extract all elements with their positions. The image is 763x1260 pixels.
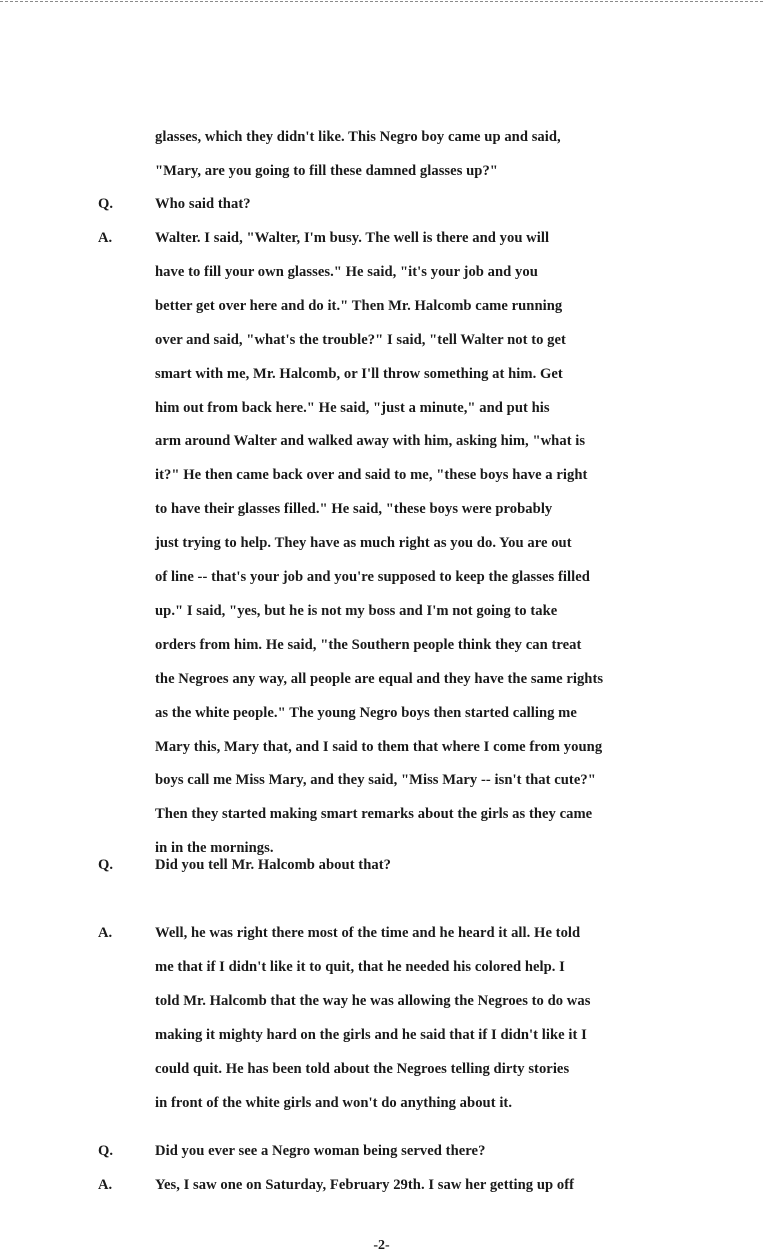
question-label: Q.: [98, 857, 113, 873]
text-line: Well, he was right there most of the time and he heard it all. He told: [155, 925, 581, 941]
text-line: have to fill your own glasses." He said, "it's your job and you: [155, 263, 538, 280]
text-line: could quit. He has been told about the Negroes telling dirty stories: [155, 1060, 570, 1077]
text-line: Did you tell Mr. Halcomb about that?: [155, 857, 391, 873]
text-line: it?" He then came back over and said to me, "these boys have a right: [155, 467, 588, 484]
text-line: Yes, I saw one on Saturday, February 29th. I saw her getting up off: [155, 1177, 575, 1193]
text-line: boys call me Miss Mary, and they said, "Miss Mary -- isn't that cute?": [155, 772, 596, 789]
answer-label: A.: [98, 230, 113, 246]
question-label: Q.: [98, 1143, 113, 1159]
text-line: up." I said, "yes, but he is not my boss and I'm not going to take: [155, 602, 558, 619]
text-line: Walter. I said, "Walter, I'm busy. The well is there and you will: [155, 230, 550, 246]
text-line: better get over here and do it." Then Mr. Halcomb came running: [155, 297, 563, 314]
text-line: Who said that?: [155, 196, 251, 212]
answer-label: A.: [98, 1177, 113, 1193]
text-line: in in the mornings.: [155, 840, 274, 857]
text-line: Then they started making smart remarks about the girls as they came: [155, 806, 593, 823]
text-line: the Negroes any way, all people are equal and they have the same rights: [155, 670, 604, 687]
text-line: orders from him. He said, "the Southern people think they can treat: [155, 636, 582, 653]
text-line: "Mary, are you going to fill these damned glasses up?": [155, 162, 498, 179]
text-line: smart with me, Mr. Halcomb, or I'll throw something at him. Get: [155, 365, 563, 382]
text-line: arm around Walter and walked away with him, asking him, "what is: [155, 433, 586, 450]
answer-label: A.: [98, 925, 113, 941]
text-line: as the white people." The young Negro boys then started calling me: [155, 704, 577, 721]
text-line: of line -- that's your job and you're supposed to keep the glasses filled: [155, 569, 590, 585]
text-line: glasses, which they didn't like. This Negro boy came up and said,: [155, 129, 561, 145]
text-line: told Mr. Halcomb that the way he was allowing the Negroes to do was: [155, 992, 591, 1009]
text-line: Did you ever see a Negro woman being served there?: [155, 1143, 486, 1159]
page-number: -2-: [373, 1238, 390, 1253]
text-line: to have their glasses filled." He said, "these boys were probably: [155, 501, 553, 518]
text-line: over and said, "what's the trouble?" I said, "tell Walter not to get: [155, 331, 566, 348]
text-line: just trying to help. They have as much right as you do. You are out: [155, 535, 572, 552]
text-line: him out from back here." He said, "just a minute," and put his: [155, 399, 550, 416]
question-label: Q.: [98, 196, 113, 212]
text-line: making it mighty hard on the girls and he said that if I didn't like it I: [155, 1026, 587, 1043]
text-line: Mary this, Mary that, and I said to them that where I come from young: [155, 738, 603, 755]
text-line: me that if I didn't like it to quit, that he needed his colored help. I: [155, 958, 565, 975]
text-line: in front of the white girls and won't do anything about it.: [155, 1094, 513, 1111]
